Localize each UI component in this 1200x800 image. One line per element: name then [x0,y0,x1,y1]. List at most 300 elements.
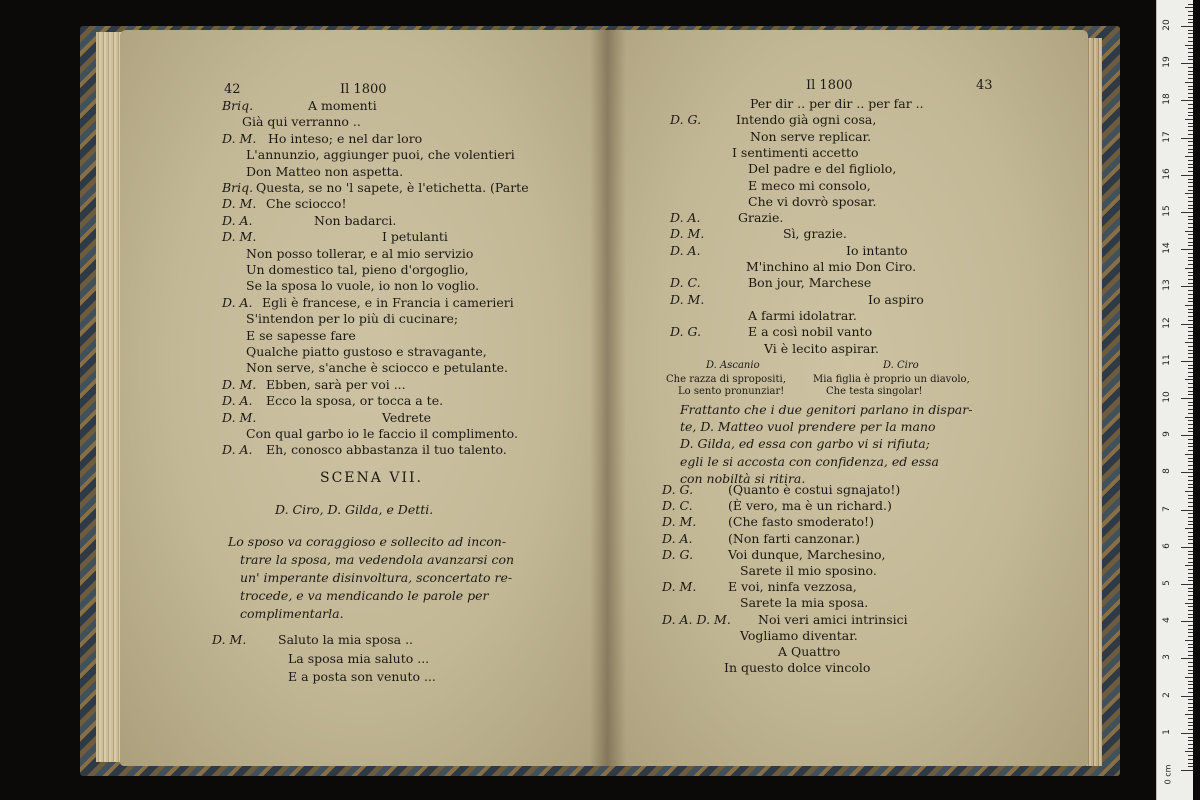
speaker-label: D. A. [222,212,253,228]
ruler-tick [1188,56,1193,57]
ruler-tick [1188,312,1193,313]
ruler-tick [1188,718,1193,719]
ruler-tick [1188,439,1193,440]
speaker-label: D. M. [662,579,697,595]
ruler-tick [1185,305,1193,306]
ruler-tick [1188,301,1193,302]
verse-line: I sentimenti accetto [732,144,859,160]
direction-line: D. Gilda, ed essa con garbo vi si rifiuta; [680,436,930,452]
verse-line: M'inchino al mio Don Ciro. [746,259,917,274]
speaker-label: D. A. [662,530,693,546]
verse-line: Se la sposa lo vuole, io non lo voglio. [246,278,480,294]
ruler-number: 19 [1162,56,1172,68]
ruler-number: 4 [1162,617,1172,624]
verse-line: Sarete il mio sposino. [740,563,877,578]
verse-line: Non serve, s'anche è sciocco e petulante. [246,360,509,376]
ruler-number: 3 [1162,654,1172,661]
ruler-tick [1188,145,1193,146]
ruler-tick [1181,733,1193,734]
speaker-label: D. A. [670,242,701,258]
verse-line: Vedrete [382,409,432,425]
verse-line: In questo dolce vincolo [724,660,871,676]
speaker-label: D. C. [670,275,701,291]
ruler-tick [1188,93,1193,94]
speaker-label: D. M. [662,514,697,530]
ruler-tick [1188,394,1193,395]
ruler-tick [1188,383,1193,384]
ruler-tick [1188,614,1193,615]
verse-line: Eh, conosco abbastanza il tuo talento. [266,442,507,458]
ruler-tick [1185,193,1193,194]
ruler-tick [1188,521,1193,522]
ruler-tick [1188,78,1193,79]
ruler-tick [1185,268,1193,269]
verse-line: La sposa mia saluto ... [288,650,430,666]
ruler-tick [1181,435,1193,436]
ruler-tick [1188,461,1193,462]
ruler-tick [1188,298,1193,299]
ruler-tick [1188,703,1193,704]
ruler-tick [1188,205,1193,206]
verse-line: Ebben, sarà per voi ... [266,376,406,392]
ruler-number: 2 [1162,691,1172,698]
ruler-tick [1188,391,1193,392]
ruler-number: 11 [1162,354,1172,366]
ruler-tick [1188,655,1193,656]
verse-line: (Che fasto smoderato!) [728,514,874,530]
ruler-tick [1188,644,1193,645]
verse-line: E meco mi consolo, [748,177,871,193]
ruler-unit: 0 cm [1163,764,1173,785]
ruler-tick [1188,562,1193,563]
ruler-tick [1181,26,1193,27]
direction-line: trare la sposa, ma vedendola avanzarsi con [240,552,515,567]
ruler-tick [1188,149,1193,150]
ruler-tick [1188,688,1193,689]
ruler-tick [1188,197,1193,198]
ruler-tick [1188,699,1193,700]
verse-line: Intendo già ogni cosa, [736,112,877,128]
ruler-tick [1188,409,1193,410]
ruler-tick [1188,729,1193,730]
ruler-tick [1181,472,1193,473]
ruler-tick [1181,658,1193,659]
ruler-tick [1188,171,1193,172]
ruler-tick [1188,636,1193,637]
ruler-tick [1185,603,1193,604]
ruler-tick [1188,123,1193,124]
ruler-tick [1185,528,1193,529]
speaker-label: D. M. [222,376,257,392]
ruler-tick [1188,201,1193,202]
ruler-tick [1188,134,1193,135]
ruler-tick [1188,331,1193,332]
ruler-tick [1188,52,1193,53]
speaker-label: D. A. [222,442,253,458]
page-number: 43 [976,78,993,93]
verse-line: Io intanto [846,242,908,258]
ruler-tick [1188,599,1193,600]
ruler-tick [1188,59,1193,60]
ruler-tick [1188,681,1193,682]
ruler-tick [1188,625,1193,626]
verse-line: Ho inteso; e nel dar loro [268,130,423,146]
ruler-tick [1188,372,1193,373]
ruler-tick [1188,115,1193,116]
ruler-tick [1188,190,1193,191]
speaker-label: D. M. [222,196,257,212]
duet-line: Mia figlia è proprio un diavolo, [813,374,970,385]
ruler-tick [1188,476,1193,477]
ruler-tick [1188,551,1193,552]
ruler-tick [1188,365,1193,366]
ruler-tick [1188,647,1193,648]
ruler-tick [1188,744,1193,745]
ruler-tick [1188,446,1193,447]
ruler-tick [1181,175,1193,176]
ruler-number: 20 [1162,19,1172,31]
ruler-tick [1188,30,1193,31]
direction-line: egli le si accosta con confidenza, ed essa [680,453,939,469]
ruler-tick [1188,763,1193,764]
ruler-tick [1181,584,1193,585]
speaker-label: D. M. [222,409,257,425]
speaker-label: D. M. [670,226,705,242]
ruler-tick [1188,219,1193,220]
speaker-label: D. A. [222,393,253,409]
ruler-tick [1188,532,1193,533]
ruler-tick [1188,327,1193,328]
scene-title: SCENA VII. [320,470,423,486]
ruler-tick [1188,588,1193,589]
ruler-tick [1185,640,1193,641]
ruler-tick [1188,580,1193,581]
verse-line: Con qual garbo io le faccio il complimento. [246,426,518,441]
speaker-label: D. G. [670,324,702,340]
ruler-tick [1188,513,1193,514]
ruler-tick [1188,536,1193,537]
ruler-tick [1181,100,1193,101]
ruler-tick [1188,539,1193,540]
ruler-tick [1185,714,1193,715]
direction-line: te, D. Matteo vuol prendere per la mano [680,419,936,435]
ruler-tick [1188,606,1193,607]
ruler-tick [1188,290,1193,291]
ruler-tick [1188,524,1193,525]
ruler-tick [1188,245,1193,246]
ruler-tick [1188,766,1193,767]
speaker-label: D. M. [670,291,705,307]
ruler-tick [1181,361,1193,362]
verse-line: E a così nobil vanto [748,324,873,340]
ruler-tick [1185,231,1193,232]
verse-line: Del padre e del figliolo, [748,161,897,177]
ruler-tick [1188,126,1193,127]
ruler-tick [1188,238,1193,239]
speaker-label: D. C. [662,498,693,514]
ruler-tick [1185,379,1193,380]
direction-line: con nobiltà si ritira. [680,470,806,486]
ruler-tick [1188,610,1193,611]
speaker-label: Briq. [222,180,254,195]
ruler-tick [1188,707,1193,708]
ruler-tick [1188,402,1193,403]
ruler-tick [1188,316,1193,317]
verse-line: E a posta son venuto ... [288,669,436,684]
ruler-tick [1188,670,1193,671]
ruler-tick [1188,130,1193,131]
ruler-tick [1188,234,1193,235]
ruler-tick [1188,443,1193,444]
page-edges-right [1086,38,1102,766]
ruler-tick [1188,186,1193,187]
scene-cast: D. Ciro, D. Gilda, e Detti. [275,502,434,517]
ruler-tick [1188,182,1193,183]
ruler-tick [1188,283,1193,284]
ruler-number: 9 [1162,431,1172,438]
ruler-tick [1188,502,1193,503]
duet-name-left: D. Ascanio [706,360,760,371]
ruler-tick [1188,152,1193,153]
ruler-tick [1181,621,1193,622]
ruler-tick [1188,662,1193,663]
verse-line: Voi dunque, Marchesino, [728,546,886,562]
measurement-ruler [1156,0,1193,800]
ruler-tick [1185,119,1193,120]
ruler-number: 8 [1162,468,1172,475]
ruler-tick [1188,629,1193,630]
ruler-tick [1188,223,1193,224]
ruler-tick [1188,350,1193,351]
ruler-tick [1188,112,1193,113]
ruler-tick [1188,264,1193,265]
ruler-tick [1188,487,1193,488]
ruler-number: 16 [1162,168,1172,180]
verse-line: (Quanto è costui sgnajato!) [728,482,901,497]
ruler-tick [1185,677,1193,678]
ruler-tick [1188,554,1193,555]
ruler-tick [1188,673,1193,674]
ruler-tick [1188,413,1193,414]
ruler-tick [1188,74,1193,75]
ruler-tick [1188,617,1193,618]
ruler-tick [1181,770,1193,771]
duet-name-right: D. Ciro [883,360,919,371]
ruler-tick [1188,272,1193,273]
ruler-tick [1185,491,1193,492]
verse-line: Grazie. [738,210,784,226]
verse-line: Io aspiro [868,291,924,307]
verse-line: Noi veri amici intrinsici [758,611,908,627]
ruler-tick [1181,249,1193,250]
ruler-tick [1181,398,1193,399]
ruler-tick [1188,104,1193,105]
duet-line: Che testa singolar! [826,386,923,397]
right-page [608,30,1088,766]
ruler-tick [1185,565,1193,566]
verse-line: A Quattro [778,644,841,659]
ruler-tick [1188,517,1193,518]
ruler-tick [1188,424,1193,425]
ruler-tick [1188,387,1193,388]
ruler-tick [1188,320,1193,321]
ruler-number: 18 [1162,93,1172,106]
ruler-tick [1188,450,1193,451]
ruler-tick [1188,632,1193,633]
verse-line: Sarete la mia sposa. [740,595,869,611]
ruler-number: 17 [1162,130,1172,143]
verse-line: Non posso tollerar, e al mio servizio [246,245,474,261]
ruler-tick [1188,227,1193,228]
ruler-tick [1188,179,1193,180]
ruler-tick [1188,346,1193,347]
ruler-tick [1188,469,1193,470]
left-page [120,30,608,766]
ruler-tick [1188,216,1193,217]
ruler-tick [1188,368,1193,369]
speaker-label: D. A. [222,294,253,310]
ruler-tick [1188,4,1193,5]
direction-line: un' imperante disinvoltura, sconcertato re- [240,570,513,585]
verse-line: Vogliamo diventar. [740,627,858,643]
ruler-tick [1185,454,1193,455]
ruler-tick [1188,458,1193,459]
ruler-number: 10 [1162,391,1172,403]
verse-line: A farmi idolatrar. [748,307,857,323]
ruler-tick [1188,48,1193,49]
ruler-tick [1188,543,1193,544]
speaker-label: D. G. [662,482,694,497]
ruler-tick [1188,242,1193,243]
ruler-tick [1181,63,1193,64]
ruler-tick [1188,651,1193,652]
speaker-label: D. G. [662,546,694,562]
direction-line: Frattanto che i due genitori parlano in dispar- [680,402,973,417]
ruler-tick [1188,33,1193,34]
ruler-tick [1188,748,1193,749]
ruler-tick [1188,737,1193,738]
ruler-tick [1188,167,1193,168]
ruler-tick [1188,141,1193,142]
ruler-tick [1188,338,1193,339]
ruler-tick [1188,558,1193,559]
ruler-tick [1188,480,1193,481]
ruler-tick [1188,335,1193,336]
ruler-number: 5 [1162,580,1172,586]
verse-line: Per dir .. per dir .. per far .. [750,96,924,111]
verse-line: Saluto la mia sposa .. [278,632,414,647]
verse-line: (È vero, ma è un richard.) [728,498,892,514]
verse-line: Sì, grazie. [783,226,847,242]
verse-line: Qualche piatto gustoso e stravagante, [246,344,487,359]
direction-line: Lo sposo va coraggioso e sollecito ad incon- [228,534,507,549]
duet-line: Che razza di spropositi, [666,374,786,385]
verse-line: (Non farti canzonar.) [728,530,860,546]
speaker-label: D. A. [670,210,701,226]
ruler-tick [1188,506,1193,507]
speaker-label: D. M. [222,130,257,146]
ruler-tick [1188,595,1193,596]
speaker-label: D. G. [670,112,702,128]
verse-line: Vi è lecito aspirar. [764,340,879,356]
ruler-tick [1188,86,1193,87]
verse-line: Non serve replicar. [750,128,872,144]
direction-line: trocede, e va mendicando le parole per [240,588,489,603]
speaker-label: D. A. D. M. [662,611,731,627]
ruler-tick [1188,160,1193,161]
verse-line: Egli è francese, e in Francia i camerieri [262,294,514,310]
ruler-tick [1188,19,1193,20]
ruler-tick [1188,108,1193,109]
ruler-number: 1 [1162,728,1172,735]
verse-line: Questa, se no 'l sapete, è l'etichetta. (Parte [256,180,529,195]
speaker-label: D. M. [222,229,257,245]
page-number: 42 [224,82,241,97]
ruler-tick [1188,465,1193,466]
ruler-tick [1188,428,1193,429]
ruler-tick [1181,324,1193,325]
ruler-tick [1188,208,1193,209]
ruler-tick [1181,286,1193,287]
ruler-tick [1188,22,1193,23]
ruler-tick [1188,484,1193,485]
ruler-tick [1188,357,1193,358]
ruler-tick [1185,156,1193,157]
ruler-tick [1188,376,1193,377]
verse-line: Ecco la sposa, or tocca a te. [266,393,444,409]
verse-line: S'intendon per lo più di cucinare; [246,311,459,327]
speaker-label: D. M. [212,632,247,647]
ruler-tick [1188,431,1193,432]
ruler-tick [1185,342,1193,343]
ruler-tick [1188,89,1193,90]
ruler-tick [1188,495,1193,496]
ruler-tick [1181,138,1193,139]
verse-line: A momenti [308,98,377,113]
verse-line: Bon jour, Marchese [748,275,872,291]
ruler-tick [1188,11,1193,12]
ruler-tick [1185,45,1193,46]
ruler-tick [1181,212,1193,213]
verse-line: Che vi dovrò sposar. [748,193,877,209]
running-head: Il 1800 [806,78,853,93]
ruler-tick [1188,41,1193,42]
ruler-tick [1185,417,1193,418]
direction-line: complimentarla. [240,606,344,621]
ruler-tick [1188,692,1193,693]
ruler-tick [1188,67,1193,68]
ruler-tick [1188,666,1193,667]
ruler-tick [1188,164,1193,165]
ruler-number: 6 [1162,542,1172,549]
ruler-tick [1188,577,1193,578]
ruler-tick [1188,759,1193,760]
ruler-tick [1188,71,1193,72]
ruler-tick [1185,7,1193,8]
verse-line: Che sciocco! [266,196,347,212]
ruler-number: 12 [1162,316,1172,329]
ruler-number: 15 [1162,205,1172,217]
ruler-tick [1188,684,1193,685]
verse-line: E se sapesse fare [246,327,356,343]
ruler-tick [1188,740,1193,741]
ruler-tick [1185,751,1193,752]
ruler-tick [1188,710,1193,711]
ruler-tick [1188,722,1193,723]
verse-line: Già qui verranno .. [242,114,361,130]
ruler-tick [1188,253,1193,254]
ruler-tick [1188,294,1193,295]
